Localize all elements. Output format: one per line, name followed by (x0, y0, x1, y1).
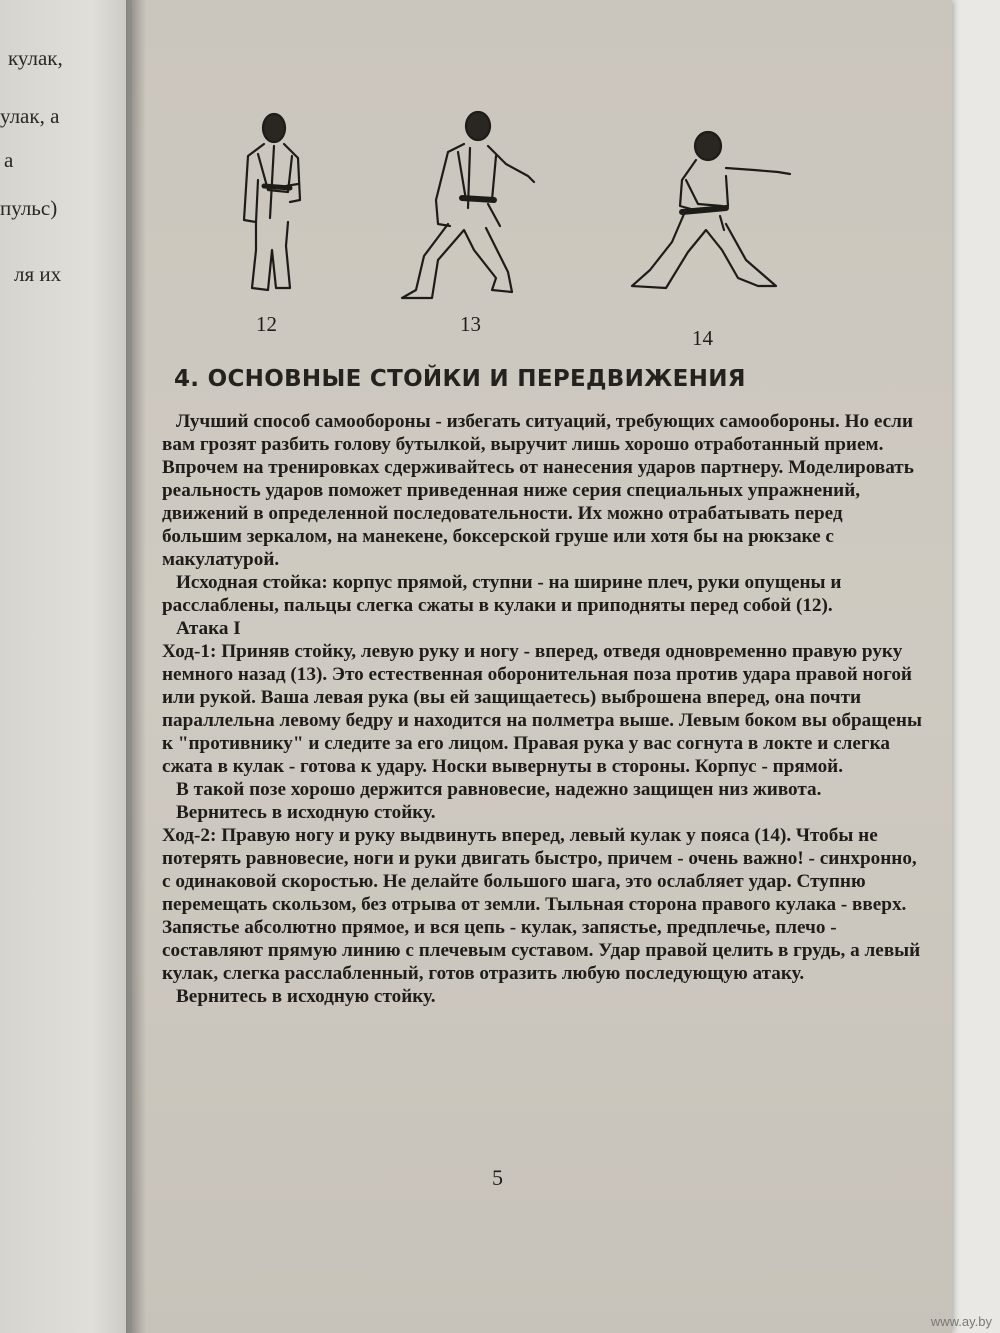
paragraph-return-1: Вернитесь в исходную стойку. (176, 802, 436, 823)
move-2-text: Правую ногу и руку выдвинуть вперед, левый кулак у пояса (14). Чтобы не потерять равновесие, ноги и руки двигать быстро, причем - очень важно! - синхронно, с одинаковой скоростью. Не делайте большого шага, это ослабляет удар. Ступню перемещать скользом, без отрыва от земли. Тыльная сторона правого кулака - вверх. Запястье абсолютно прямое, и вся цепь - кулак, запястье, предплечье, плечо - составляют прямую линию с плечевым суставом. Удар правой целить в грудь, а левый кулак, слегка расслабленный, готов отразить любую последующую атаку. (162, 825, 921, 984)
figure-13-number: 13 (460, 312, 481, 336)
figure-14-illustration (626, 120, 806, 350)
paragraph-attack-title: Атака I (176, 618, 241, 639)
left-page-fragment: ля их (14, 262, 62, 286)
paragraph-move-2 (162, 824, 924, 985)
watermark: www.ay.by (930, 1314, 992, 1329)
figure-14-number: 14 (692, 326, 713, 350)
figure-12-illustration (228, 100, 318, 336)
left-page-fragment: пульс) (0, 196, 58, 220)
move-1-text: Приняв стойку, левую руку и ногу - вперед, отведя одновременно правую руку немного назад (13). Это естественная оборонительная поза против удара правой ногой или рукой. Ваша левая рука (вы ей защищаетесь) выброшена вперед, она почти параллельна левому бедру и находится на полметра выше. Левым боком вы обращены к "противнику" и следите за его лицом. Правая рука у вас согнута в локте и слегка сжата в кулак - готова к удару. Носки вывернуты в стороны. Корпус - прямой. (162, 641, 922, 777)
figure-12-number: 12 (256, 312, 277, 336)
paragraph-balance: В такой позе хорошо держится равновесие, надежно защищен низ живота. (176, 779, 822, 800)
paragraph-intro: Лучший способ самообороны - избегать ситуаций, требующих самообороны. Но если вам грозят разбить голову бутылкой, выручит лишь хорошо отработанный прием. Впрочем на тренировках сдерживайтесь от нанесения ударов партнеру. Моделировать реальность ударов поможет приведенная ниже серия специальных упражнений, движений в определенной последовательности. Их можно отрабатывать перед большим зеркалом, на манекене, боксерской груше или хотя бы на рюкзаке с макулатурой. (162, 411, 914, 570)
paragraph-return-2: Вернитесь в исходную стойку. (176, 986, 436, 1007)
left-page-fragment: кулак, (8, 46, 63, 70)
left-page-edge (0, 0, 132, 1333)
paragraph-stance: Исходная стойка: корпус прямой, ступни - на ширине плеч, руки опущены и расслаблены, пальцы слегка сжаты в кулаки и приподняты перед собой (12). (162, 572, 842, 616)
left-page-fragment: а (4, 148, 14, 172)
paragraph-move-1 (162, 640, 924, 778)
section-heading: 4. ОСНОВНЫЕ СТОЙКИ И ПЕРЕДВИЖЕНИЯ (174, 366, 746, 392)
body-text (162, 410, 924, 1008)
page-fold-shadow (126, 0, 146, 1333)
left-page-fragment: улак, а (0, 104, 60, 128)
page-number: 5 (492, 1165, 503, 1190)
figure-13-illustration (388, 100, 548, 336)
book-page (132, 0, 952, 1333)
move-2-label: Ход-2: (162, 825, 217, 846)
move-1-label: Ход-1: (162, 641, 217, 662)
